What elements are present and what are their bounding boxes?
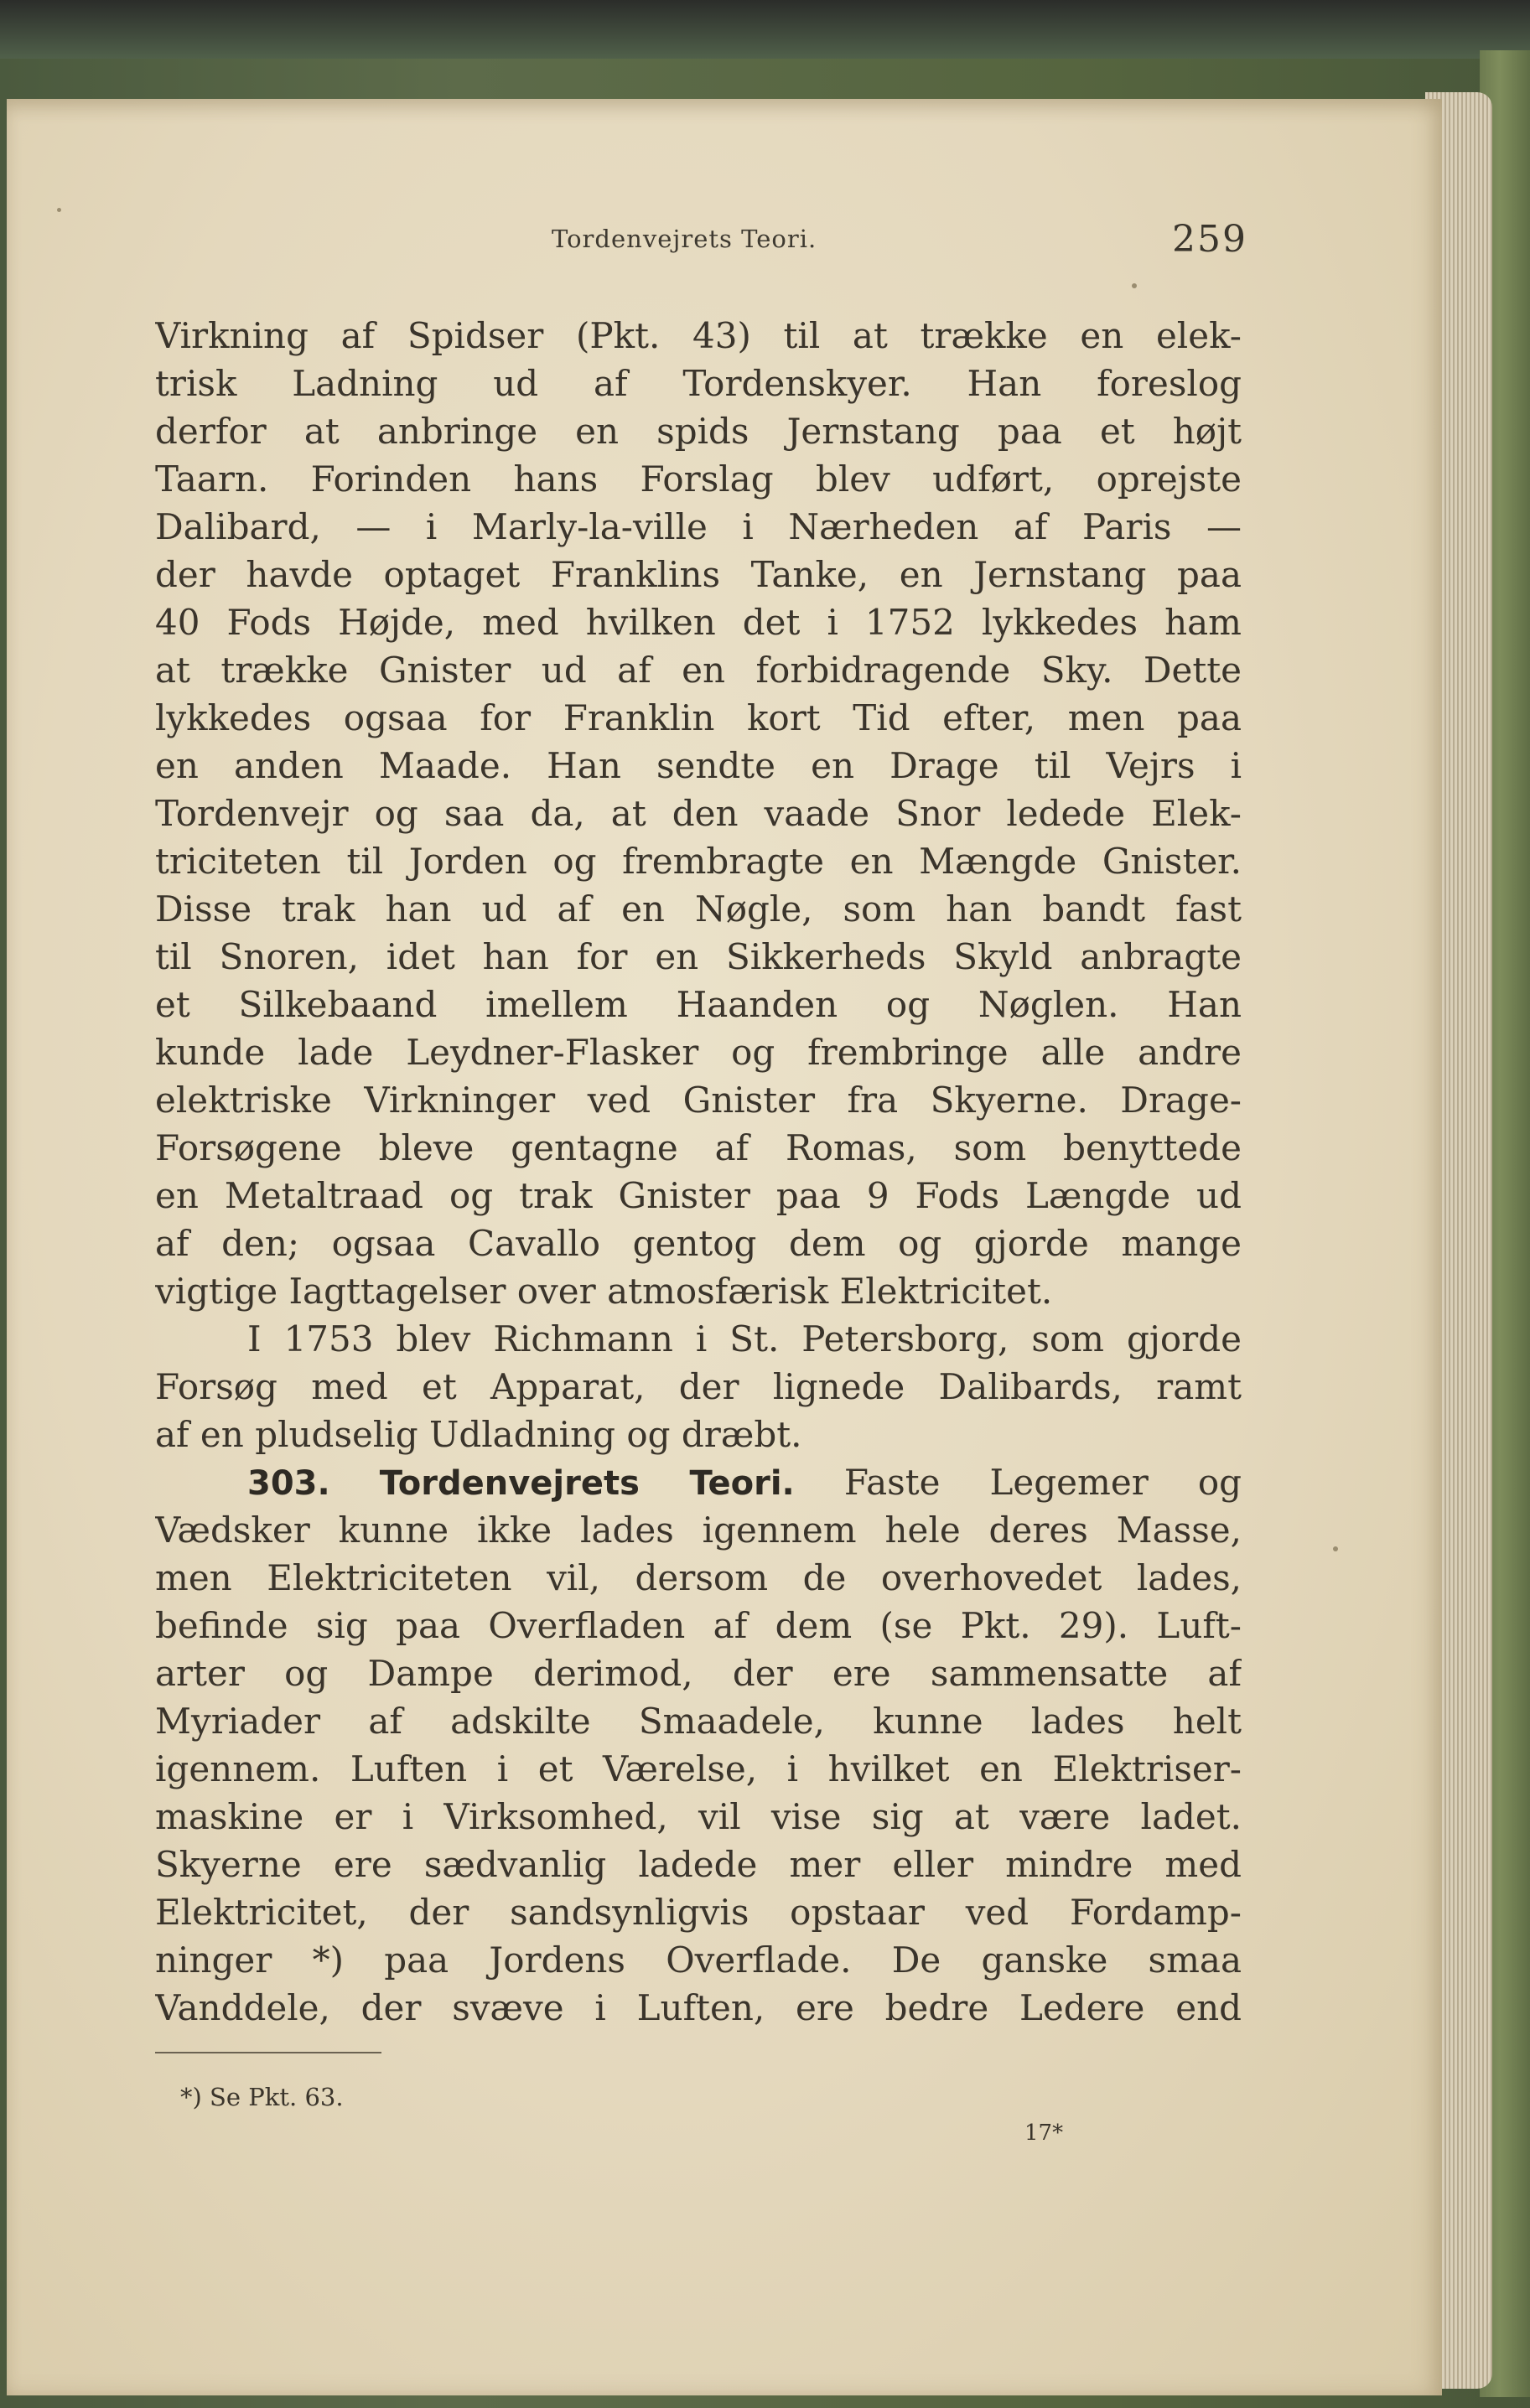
text-line: maskine er i Virksomhed, vil vise sig at være ladet.: [155, 1796, 1242, 1837]
text-line: Forsøgene bleve gentagne af Romas, som benyttede: [155, 1127, 1242, 1168]
book-cover-top-edge: [0, 0, 1530, 59]
section-number: 303.: [247, 1464, 330, 1503]
text-line: lykkedes ogsaa for Franklin kort Tid efter, men paa: [155, 697, 1242, 738]
text-line: at trække Gnister ud af en forbidragende Sky. Dette: [155, 650, 1242, 691]
text-line: af en pludselig Udladning og dræbt.: [155, 1414, 802, 1455]
section-first-line-text: Faste Legemer og: [843, 1462, 1242, 1503]
page-number: 259: [1172, 218, 1247, 261]
text-line: triciteten til Jorden og frembragte en Mængde Gnister.: [155, 841, 1242, 882]
footnote-rule: [155, 2052, 381, 2053]
text-line: Vædsker kunne ikke lades igennem hele deres Masse,: [155, 1510, 1242, 1551]
body-text: [155, 312, 1242, 2032]
text-line: men Elektriciteten vil, dersom de overhovedet lades,: [155, 1557, 1242, 1598]
text-line: af den; ogsaa Cavallo gentog dem og gjorde mange: [155, 1223, 1242, 1264]
text-line: Forsøg med et Apparat, der lignede Dalibards, ramt: [155, 1366, 1242, 1407]
text-line: elektriske Virkninger ved Gnister fra Skyerne. Drage-: [155, 1080, 1242, 1121]
text-line: en anden Maade. Han sendte en Drage til Vejrs i: [155, 745, 1242, 786]
text-line: trisk Ladning ud af Tordenskyer. Han foreslog: [155, 363, 1242, 404]
text-line: Dalibard, — i Marly-la-ville i Nærheden af Paris —: [155, 506, 1242, 547]
text-line: derfor at anbringe en spids Jernstang paa et højt: [155, 411, 1242, 452]
section-title: Tordenvejrets Teori.: [379, 1464, 795, 1503]
text-line: befinde sig paa Overfladen af dem (se Pkt. 29). Luft-: [155, 1605, 1242, 1646]
text-line: Myriader af adskilte Smaadele, kunne lades helt: [155, 1701, 1242, 1742]
text-line: 40 Fods Højde, med hvilken det i 1752 lykkedes ham: [155, 602, 1242, 643]
text-line: kunde lade Leydner-Flasker og frembringe alle andre: [155, 1032, 1242, 1073]
text-line: Skyerne ere sædvanlig ladede mer eller mindre med: [155, 1844, 1242, 1885]
text-line: igennem. Luften i et Værelse, i hvilket en Elektriser-: [155, 1748, 1242, 1789]
signature-mark: 17*: [1024, 2121, 1064, 2146]
running-head-title: Tordenvejrets Teori.: [552, 225, 817, 253]
text-line: en Metaltraad og trak Gnister paa 9 Fods Længde ud: [155, 1175, 1242, 1216]
paper-speck: [1333, 1546, 1338, 1551]
text-line: ninger *) paa Jordens Overflade. De ganske smaa: [155, 1939, 1242, 1981]
text-line: arter og Dampe derimod, der ere sammensatte af: [155, 1653, 1242, 1694]
text-line: Disse trak han ud af en Nøgle, som han bandt fast: [155, 888, 1242, 930]
paper-speck: [1132, 283, 1137, 288]
footnote: *) Se Pkt. 63.: [180, 2083, 344, 2111]
text-line: vigtige Iagttagelser over atmosfærisk Elektricitet.: [155, 1271, 1053, 1312]
section-heading-line: [155, 1458, 1242, 1506]
text-line: I 1753 blev Richmann i St. Petersborg, som gjorde: [247, 1318, 1242, 1359]
text-line: Virkning af Spidser (Pkt. 43) til at trække en elek-: [155, 315, 1242, 356]
paper-speck: [57, 208, 61, 212]
text-line: Vanddele, der svæve i Luften, ere bedre Ledere end: [155, 1987, 1242, 2028]
text-line: et Silkebaand imellem Haanden og Nøglen. Han: [155, 984, 1242, 1025]
text-line: til Snoren, idet han for en Sikkerheds Skyld anbragte: [155, 936, 1242, 977]
text-line: Elektricitet, der sandsynligvis opstaar ved Fordamp-: [155, 1892, 1242, 1933]
text-line: der havde optaget Franklins Tanke, en Jernstang paa: [155, 554, 1242, 595]
running-head: [0, 218, 1530, 261]
text-line: Taarn. Forinden hans Forslag blev udført, oprejste: [155, 458, 1242, 500]
text-line: Tordenvejr og saa da, at den vaade Snor ledede Elek-: [155, 793, 1242, 834]
